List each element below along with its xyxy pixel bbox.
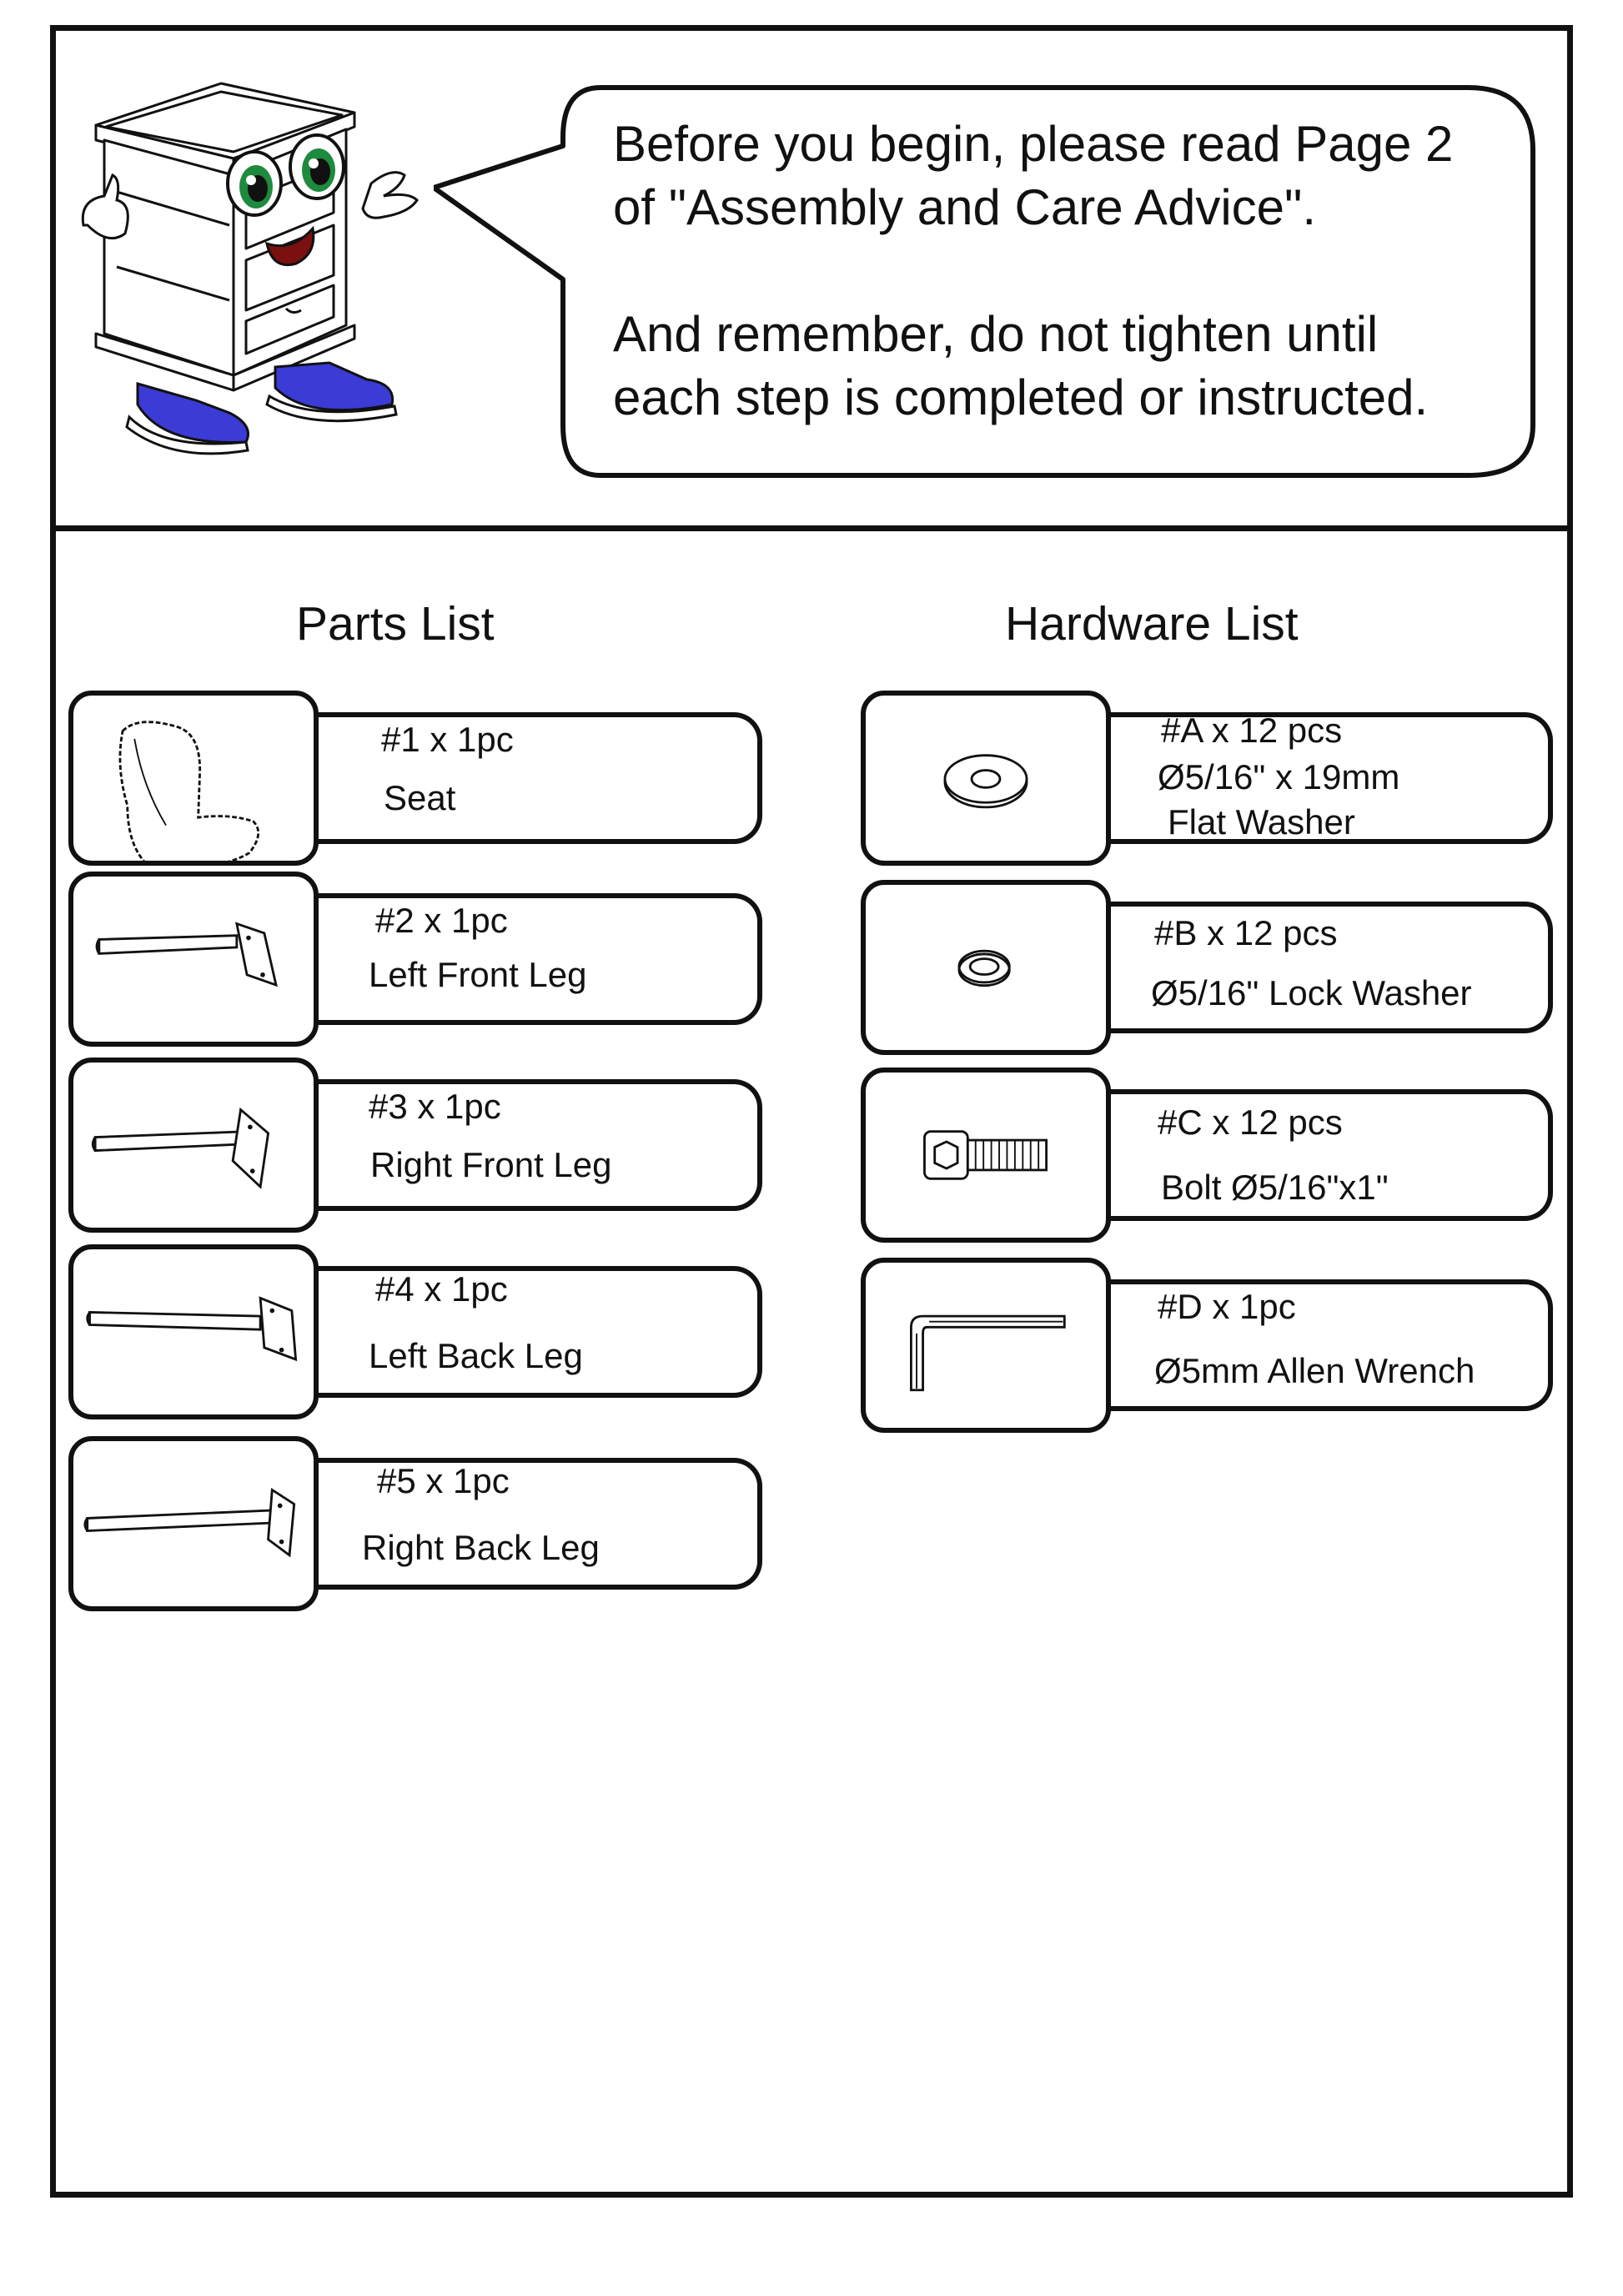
leg-icon [73, 1441, 314, 1606]
part-item-seat [68, 691, 762, 866]
part-image-box [68, 691, 319, 866]
part-item-right-back-leg [68, 1436, 762, 1611]
part-name: Right Back Leg [362, 1528, 600, 1567]
part-qty: #5 x 1pc [377, 1461, 510, 1500]
bubble-line-1: Before you begin, please read Page 2 of "Assembly and Care Advice". [613, 116, 1454, 235]
part-item-left-back-leg [68, 1244, 762, 1419]
hardware-size: Ø5/16" x 19mm [1158, 757, 1400, 796]
part-name: Right Front Leg [370, 1145, 612, 1184]
hardware-list-title: Hardware List [1005, 597, 1299, 651]
hardware-image-box [861, 1258, 1111, 1433]
dresser-mascot-icon [79, 67, 438, 459]
part-image-box [68, 1244, 319, 1419]
hardware-item-lock-washer [861, 880, 1553, 1055]
part-qty: #2 x 1pc [375, 901, 508, 940]
part-name: Left Front Leg [369, 955, 587, 994]
header-divider [50, 525, 1573, 531]
lock-washer-icon [866, 885, 1106, 1050]
leg-icon [73, 1063, 314, 1228]
part-image-box [68, 1058, 319, 1233]
hardware-qty: #C x 12 pcs [1158, 1103, 1343, 1142]
hardware-image-box [861, 1068, 1111, 1243]
hardware-qty: #A x 12 pcs [1161, 711, 1343, 750]
hardware-name: Bolt Ø5/16"x1" [1161, 1168, 1389, 1207]
bolt-icon [866, 1073, 1106, 1238]
hardware-name: Flat Washer [1168, 802, 1355, 842]
part-qty: #1 x 1pc [381, 720, 514, 759]
part-name: Left Back Leg [369, 1336, 583, 1375]
part-image-box [68, 1436, 319, 1611]
hardware-name: Ø5mm Allen Wrench [1154, 1351, 1475, 1390]
hardware-image-box [861, 880, 1111, 1055]
part-label-box [310, 712, 762, 844]
part-qty: #4 x 1pc [375, 1269, 508, 1309]
part-name: Seat [384, 778, 456, 817]
part-image-box [68, 872, 319, 1047]
part-item-right-front-leg [68, 1058, 762, 1233]
parts-list-title: Parts List [296, 597, 495, 651]
hardware-item-flat-washer [861, 691, 1553, 866]
leg-icon [73, 877, 314, 1042]
hardware-item-allen-wrench [861, 1258, 1553, 1433]
hardware-item-bolt [861, 1068, 1553, 1243]
bubble-line-2: And remember, do not tighten until each step is completed or instructed. [613, 306, 1429, 425]
seat-icon [73, 696, 314, 861]
part-item-left-front-leg [68, 872, 762, 1047]
hardware-qty: #D x 1pc [1158, 1287, 1296, 1326]
leg-icon [73, 1249, 314, 1414]
hardware-name: Ø5/16" Lock Washer [1151, 973, 1472, 1012]
hardware-image-box [861, 691, 1111, 866]
flat-washer-icon [866, 696, 1106, 861]
allen-wrench-icon [866, 1263, 1106, 1428]
bubble-text [613, 113, 1539, 430]
part-qty: #3 x 1pc [369, 1087, 501, 1126]
hardware-qty: #B x 12 pcs [1154, 913, 1338, 952]
